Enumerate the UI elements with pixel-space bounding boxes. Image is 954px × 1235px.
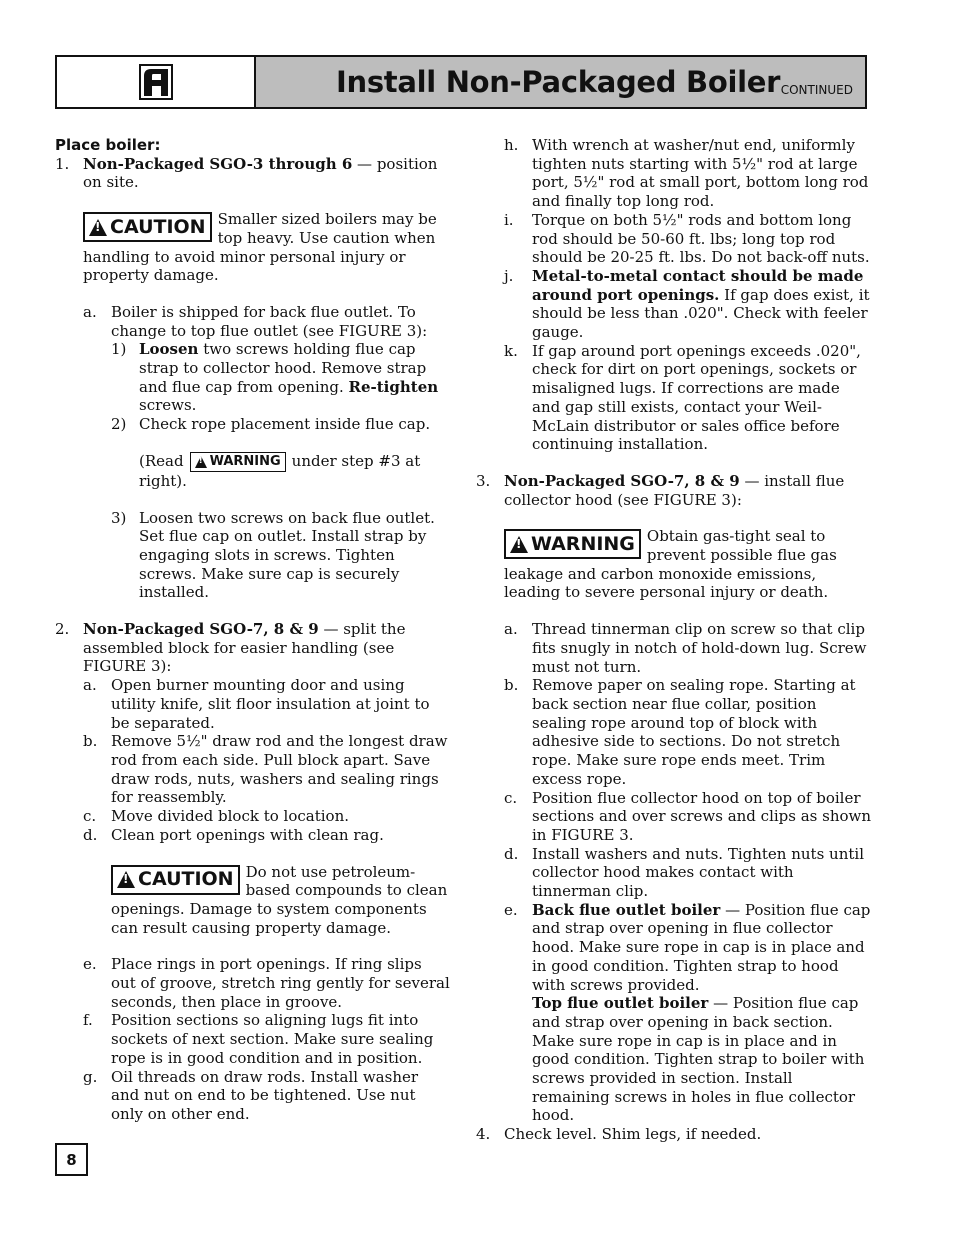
substep-a-3: 3) Loosen two screws on back flue outlet. Set flue cap on outlet. Install strap by engaging slots in screws. Tighten screws. Make sure cap is securely installed. xyxy=(111,508,435,602)
caution-badge: ! CAUTION xyxy=(83,212,212,242)
page-title: Install Non-Packaged Boiler xyxy=(336,65,781,99)
warning-text: Obtain gas-tight seal to prevent possible flue gas leakage and carbon monoxide emissions, leading to severe personal injury or death. xyxy=(504,527,837,602)
page-number: 8 xyxy=(55,1143,88,1176)
substep-2g: g. Oil threads on draw rods. Install washer and nut on end to be tightened. Use nut only on other end. xyxy=(83,1067,419,1123)
substep-2j: j. Metal-to-metal contact should be made around port openings. If gap does exist, it should be less than .020". Check with feeler gauge. xyxy=(504,266,870,342)
substep-2h: h. With wrench at washer/nut end, uniformly tighten nuts starting with 5½" rod at large port, 5½" rod at small port, bottom long rod and finally top long rod. xyxy=(504,136,869,211)
step-4: 4. Check level. Shim legs, if needed. xyxy=(476,1125,762,1144)
page-header xyxy=(55,55,867,109)
warning-triangle-icon xyxy=(510,536,528,553)
substep-3e: e. Back flue outlet boiler — Position flue cap and strap over opening in flue collector hood. Make sure rope in cap is in place and in good condition. Tighten strap to hood with screws provided. Top flue outlet boiler — Position flue cap and strap over opening in back section. Make sure rope in cap is in place and in good condition. Tighten strap to boiler with screws provided in section. Install remaining screws in holes in flue collector hood. xyxy=(504,900,871,1125)
substep-2b: b. Remove 5½" draw rod and the longest draw rod from each side. Pull block apart. Save draw rods, nuts, washers and sealing rings for reassembly. xyxy=(83,732,448,807)
title-bar xyxy=(256,57,865,107)
substep-2a: a. Open burner mounting door and using utility knife, slit floor insulation at joint to be separated. xyxy=(83,676,430,732)
warning-badge: ! WARNING xyxy=(190,452,286,472)
substep-2i: i. Torque on both 5½" rods and bottom long rod should be 50-60 ft. lbs; long top rod should be 20-25 ft. lbs. Do not back-off nuts. xyxy=(504,210,870,267)
substep-a: a. Boiler is shipped for back flue outlet. To change to top flue outlet (see FIGURE 3): xyxy=(83,302,428,340)
step-1 xyxy=(55,155,450,192)
substep-a-2: 2) Check rope placement inside flue cap. xyxy=(111,415,431,434)
left-column xyxy=(55,136,450,1124)
warning-callout xyxy=(504,527,872,602)
weil-mclain-logo-icon xyxy=(139,64,173,100)
continued-label: CONTINUED xyxy=(780,83,853,97)
warning-triangle-icon xyxy=(195,456,207,468)
warning-badge: ! WARNING xyxy=(504,529,641,559)
substep-2c: c. Move divided block to location. xyxy=(83,807,350,826)
substep-a-1: 1) Loosen two screws holding flue cap strap to collector hood. Remove strap and flue cap from opening. Re-tighten screws. xyxy=(111,340,439,415)
right-column xyxy=(476,136,872,1144)
step-2: 2. Non-Packaged SGO-7, 8 & 9 — split the assembled block for easier handling (see FIGURE 3): xyxy=(55,620,406,676)
caution-badge: ! CAUTION xyxy=(111,865,240,895)
logo-box xyxy=(57,57,256,107)
step-text: — position on site. xyxy=(83,154,438,192)
substep-3b: b. Remove paper on sealing rope. Starting at back section near flue collar, position sealing rope around top of block with adhesive side to sections. Do not stretch rope. Make sure rope ends meet. Trim excess rope. xyxy=(504,676,856,788)
step-title: Non-Packaged SGO-3 through 6 xyxy=(83,154,353,173)
warning-triangle-icon xyxy=(89,219,107,236)
substep-3c: c. Position flue collector hood on top of boiler sections and over screws and clips as shown in FIGURE 3. xyxy=(504,788,872,844)
substep-2k: k. If gap around port openings exceeds .020", check for dirt on port openings, sockets or misaligned lugs. If corrections are made and gap still exists, contact your Weil-McLain distributor or sales office before continuing installation. xyxy=(504,341,861,454)
substep-2e: e. Place rings in port openings. If ring slips out of groove, stretch ring gently for several seconds, then place in groove. xyxy=(83,955,450,1011)
substep-2d: d. Clean port openings with clean rag. xyxy=(83,825,384,844)
substep-2f: f. Position sections so aligning lugs fit into sockets of next section. Make sure sealing rope is in good condition and in position. xyxy=(83,1011,434,1067)
step-3: 3. Non-Packaged SGO-7, 8 & 9 — install flue collector hood (see FIGURE 3): xyxy=(476,471,845,509)
read-warning-note: (Read ! WARNING under step #3 at right). xyxy=(111,452,450,491)
section-heading: Place boiler: xyxy=(55,136,161,154)
caution-text: Do not use petroleum-based compounds to clean openings. Damage to system components can result causing property damage. xyxy=(111,862,448,937)
caution-text: Smaller sized boilers may be top heavy. Use caution when handling to avoid minor personal injury or property damage. xyxy=(83,210,437,285)
caution-callout xyxy=(83,210,450,285)
substep-3d: d. Install washers and nuts. Tighten nuts until collector hood makes contact with tinnerman clip. xyxy=(504,844,864,901)
substep-3a: a. Thread tinnerman clip on screw so that clip fits snugly in notch of hold-down lug. Screw must not turn. xyxy=(504,620,867,676)
step-number: 1. xyxy=(55,154,70,173)
caution-callout-2 xyxy=(111,863,450,938)
warning-triangle-icon xyxy=(117,871,135,888)
